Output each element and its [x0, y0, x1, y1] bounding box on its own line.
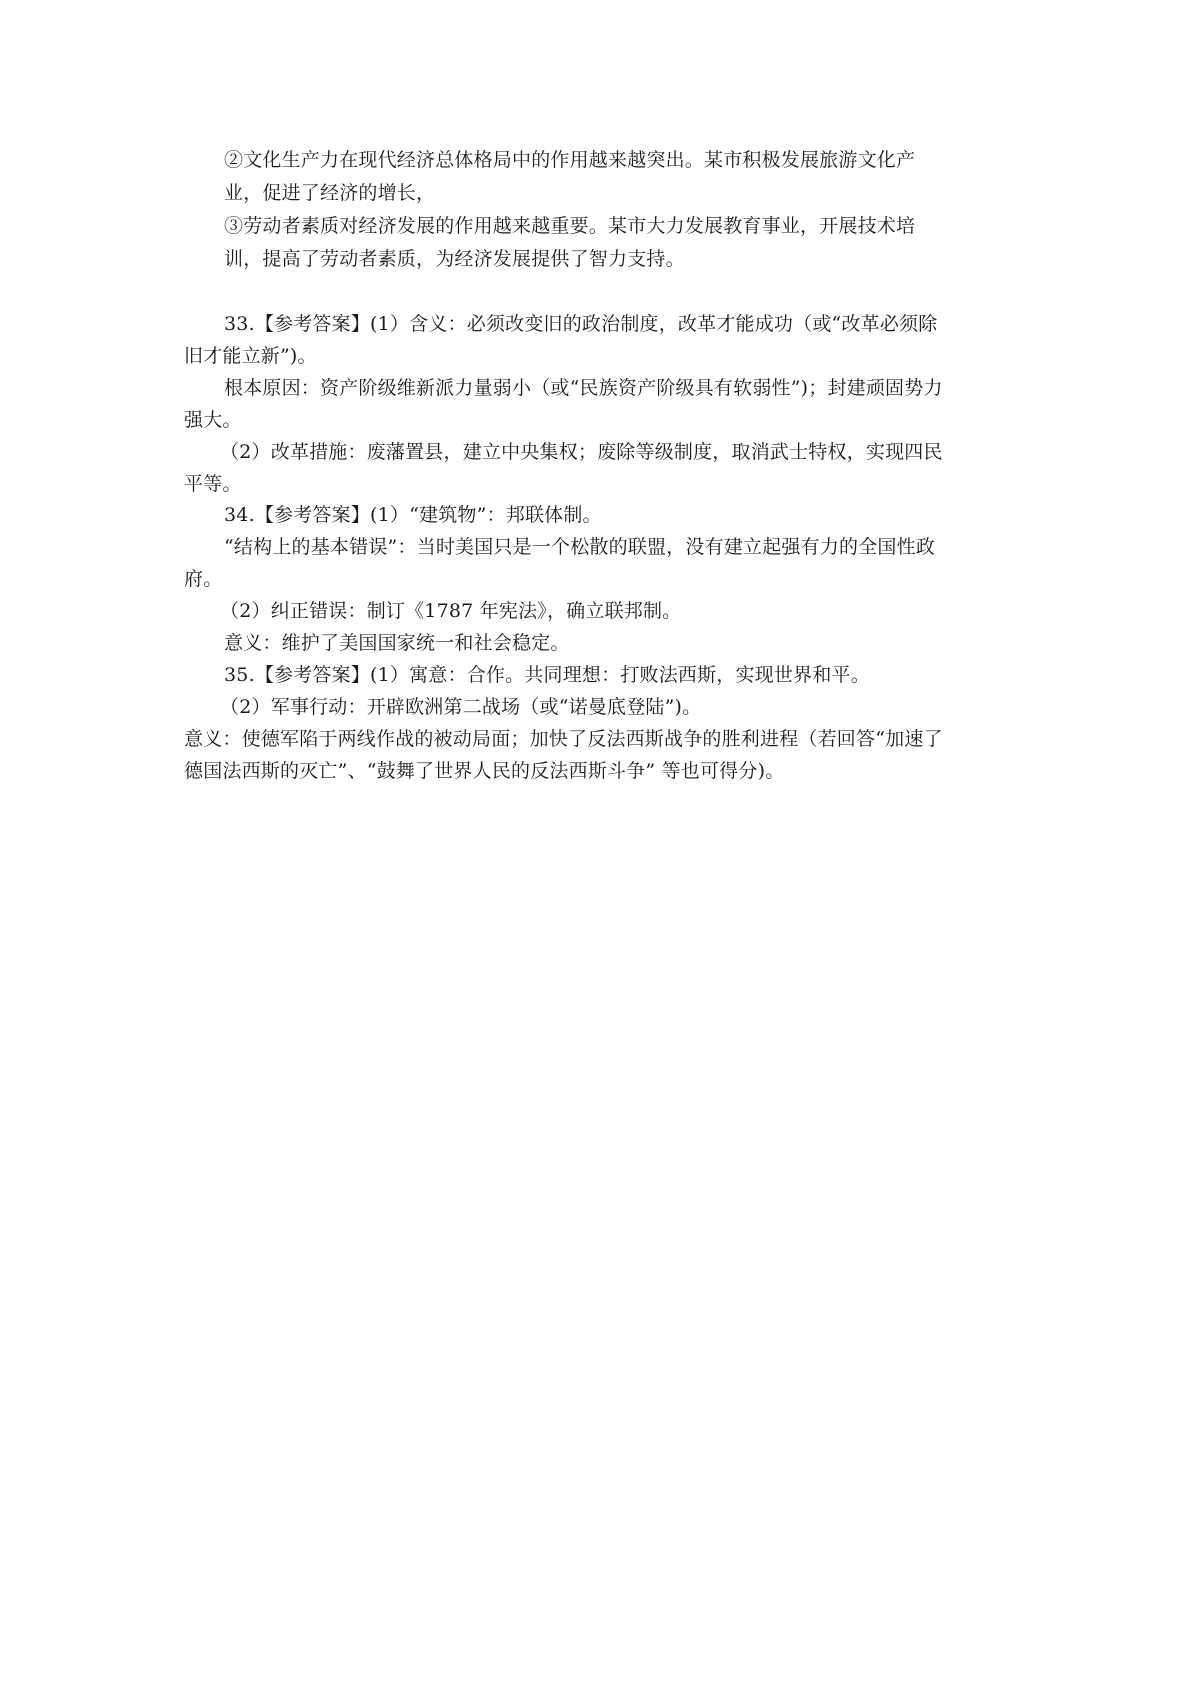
- q33-line-1: 33.【参考答案】(1）含义：必须改变旧的政治制度，改革才能成功（或“改革必须除: [224, 313, 938, 335]
- q34-line-2: “结构上的基本错误”：当时美国只是一个松散的联盟，没有建立起强有力的全国性政: [224, 536, 936, 558]
- q35-line-1: 35.【参考答案】(1）寓意：合作。共同理想：打败法西斯，实现世界和平。: [224, 664, 870, 686]
- q34-line-5: 意义：维护了美国国家统一和社会稳定。: [224, 632, 570, 654]
- q34-line-1: 34.【参考答案】(1）“建筑物”：邦联体制。: [224, 504, 602, 526]
- q33-line-4: 强大。: [184, 409, 242, 431]
- answer-item-3-line-2: 训，提高了劳动者素质，为经济发展提供了智力支持。: [224, 248, 685, 270]
- answer-item-2-line-1: ②文化生产力在现代经济总体格局中的作用越来越突出。某市积极发展旅游文化产: [224, 149, 916, 171]
- answer-item-3-line-1: ③劳动者素质对经济发展的作用越来越重要。某市大力发展教育事业，开展技术培: [224, 215, 916, 237]
- q33-line-5: （2）改革措施：废藩置县，建立中央集权；废除等级制度，取消武士特权，实现四民: [220, 441, 943, 463]
- q35-line-4: 德国法西斯的灭亡”、“鼓舞了世界人民的反法西斯斗争” 等也可得分)。: [184, 760, 785, 782]
- q33-line-2: 旧才能立新”)。: [184, 345, 317, 367]
- q34-line-4: （2）纠正错误：制订《1787 年宪法》，确立联邦制。: [220, 600, 682, 622]
- q35-line-3: 意义：使德军陷于两线作战的被动局面；加快了反法西斯战争的胜利进程（若回答“加速了: [184, 728, 943, 750]
- q33-line-6: 平等。: [184, 473, 242, 495]
- answer-item-2-line-2: 业，促进了经济的增长，: [224, 182, 436, 204]
- q35-line-2: （2）军事行动：开辟欧洲第二战场（或“诺曼底登陆”)。: [220, 696, 702, 718]
- q33-line-3: 根本原因：资产阶级维新派力量弱小（或“民族资产阶级具有软弱性”)；封建顽固势力: [224, 377, 943, 399]
- q34-line-3: 府。: [184, 568, 223, 590]
